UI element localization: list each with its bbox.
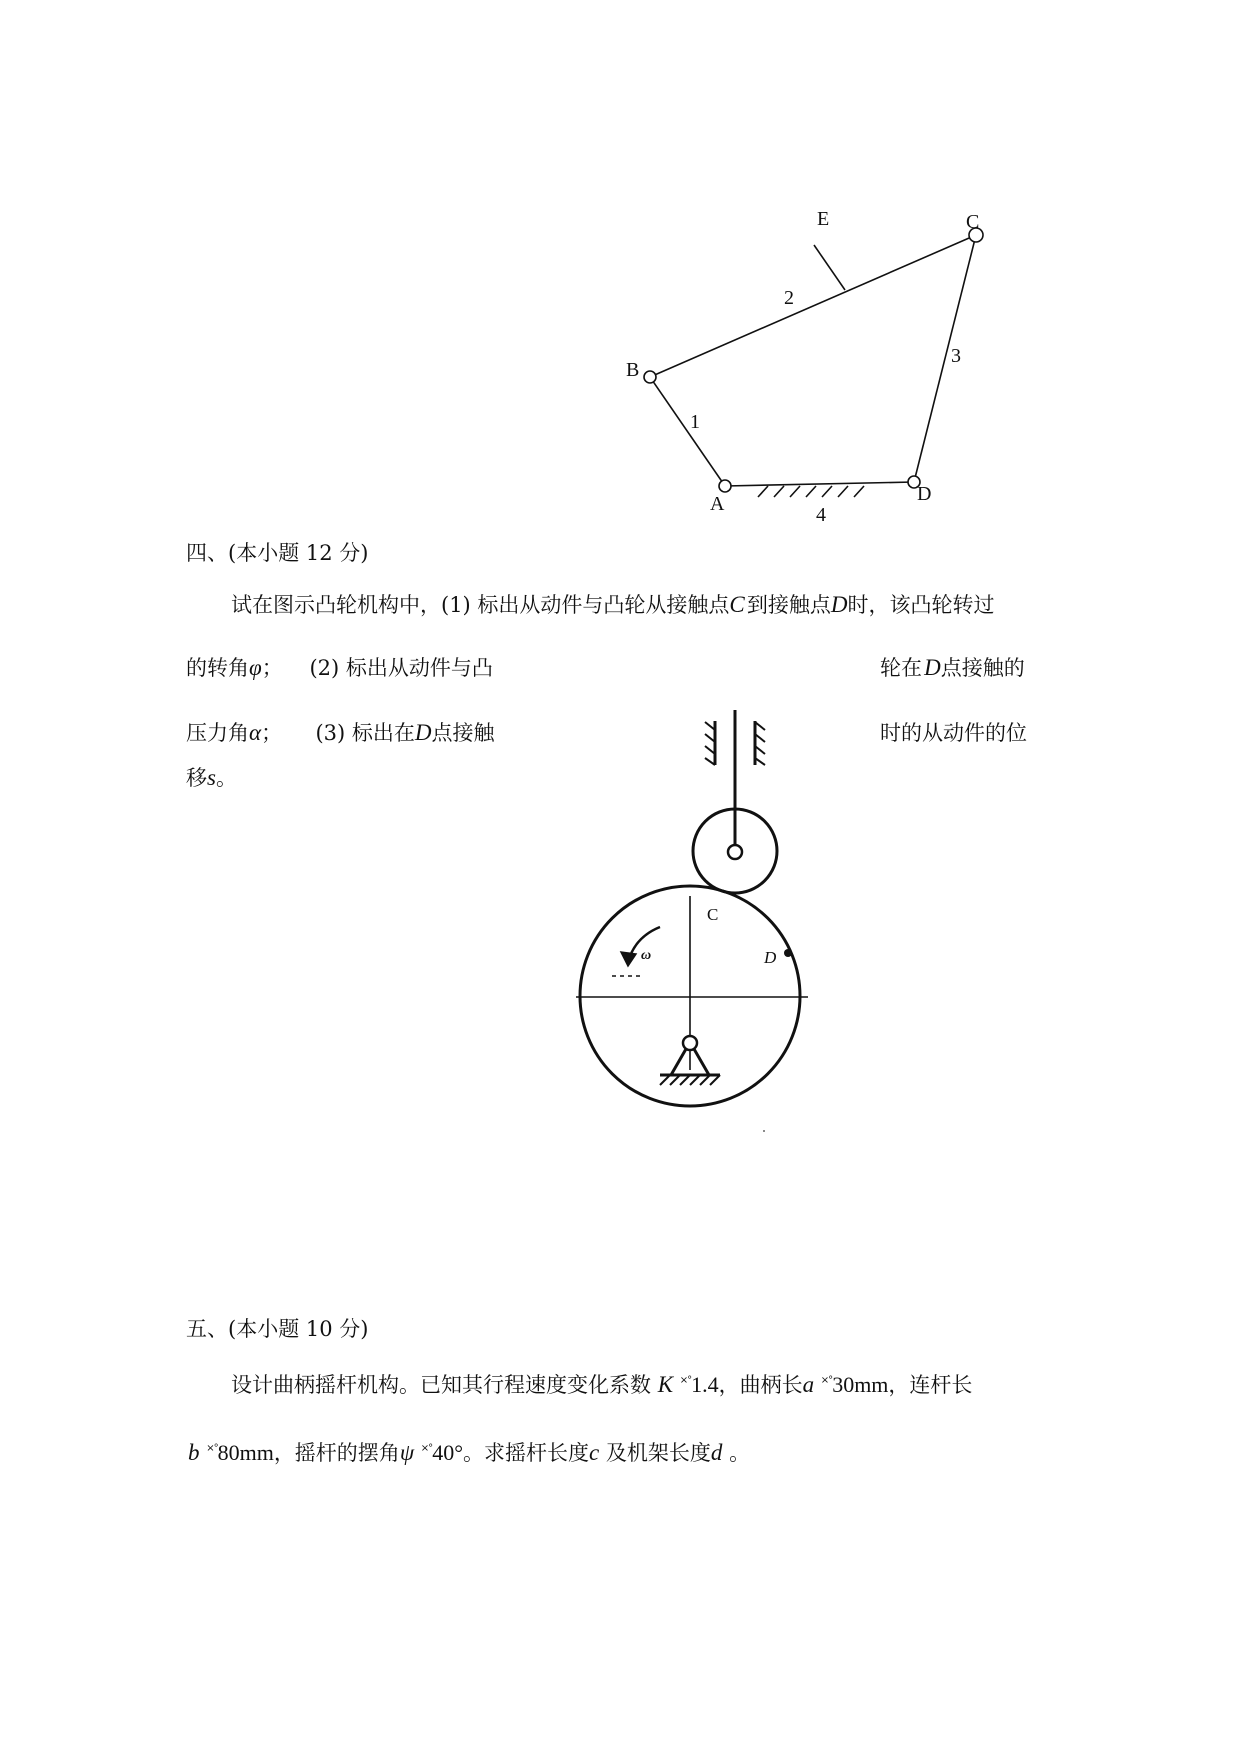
q4-line2-text-e: 点接触的: [940, 656, 1025, 680]
cam-pivot-pin: [683, 1036, 697, 1050]
q4-line2-text-a: 的转角: [186, 656, 249, 680]
link-ab: [650, 377, 725, 486]
q5-line-1: [231, 1369, 972, 1397]
follower-guide-right: [755, 721, 765, 765]
q4-line3-text-e: 时的从动件的位: [880, 721, 1027, 745]
q5-heading: 五、(本小题 10 分): [186, 1317, 369, 1341]
q5-line1-text-a: 设计曲柄摇杆机构。已知其行程速度变化系数: [231, 1373, 651, 1397]
q4-line-2-right: [880, 656, 1025, 680]
var-alpha: α: [249, 720, 262, 745]
label-d: D: [917, 483, 932, 505]
q5-line2-text-d: 。: [729, 1441, 751, 1465]
q4-line4-text-b: 。: [215, 766, 237, 790]
follower-guide-left: [705, 721, 715, 765]
roller-pin: [728, 845, 742, 859]
ground-hatching: [758, 486, 864, 497]
var-d-3: D: [414, 720, 432, 745]
four-bar-linkage-figure: [0, 0, 1241, 540]
joint-a: [719, 480, 731, 492]
q4-line-2-left: [186, 656, 493, 680]
label-link-4: 4: [816, 504, 826, 526]
q4-line2-text-b: ；: [261, 656, 283, 680]
q4-line-1: [231, 593, 994, 617]
label-b: B: [626, 359, 640, 381]
link-ground: [725, 482, 914, 486]
var-d-lower: d: [710, 1440, 723, 1465]
point-e-marker: [814, 245, 845, 290]
equals-garbled-2: ×°: [820, 1375, 833, 1386]
var-d-2: D: [924, 655, 941, 680]
var-a: a: [802, 1372, 815, 1397]
b-value: 80mm: [217, 1440, 274, 1465]
q4-line3-text-d: 点接触: [431, 721, 495, 745]
q4-line-3-right: [880, 721, 1027, 745]
q4-line3-text-c: (3) 标出在: [315, 721, 415, 745]
var-phi: φ: [249, 655, 262, 680]
label-e: E: [817, 208, 830, 230]
q5-line2-text-c: 及机架长度: [605, 1441, 711, 1465]
k-value: 1.4: [691, 1372, 719, 1397]
q4-line2-text-d: 轮在: [880, 656, 922, 680]
stray-dot: [763, 1130, 765, 1132]
a-value: 30mm: [832, 1372, 889, 1397]
q5-line2-text-a: ，摇杆的摆角: [273, 1441, 400, 1465]
q5-line1-text-b: ，曲柄长: [718, 1373, 803, 1397]
equals-garbled-4: ×°: [420, 1443, 433, 1454]
q5-line1-text-c: ，连杆长: [888, 1373, 973, 1397]
joint-b: [644, 371, 656, 383]
point-d-dot: [784, 949, 792, 957]
var-c: C: [729, 592, 745, 617]
cam-label-d: D: [764, 948, 777, 967]
var-k: K: [657, 1372, 674, 1397]
q5-line-2: [188, 1437, 750, 1465]
q4-line1-text-a: 试在图示凸轮机构中，(1) 标出从动件与凸轮从接触点: [231, 593, 730, 617]
q4-line1-text-c: 时，该凸轮转过: [847, 593, 995, 617]
cam-mechanism-figure: [560, 700, 840, 1150]
q4-heading: 四、(本小题 12 分): [186, 541, 369, 565]
var-s: s: [207, 765, 216, 790]
equals-garbled-1: ×°: [679, 1375, 692, 1386]
label-c: C: [966, 211, 980, 233]
rotation-arrowhead: [621, 952, 636, 966]
cam-label-c: C: [707, 905, 719, 924]
psi-value: 40°: [432, 1440, 463, 1465]
var-b: b: [188, 1440, 200, 1465]
label-link-1: 1: [690, 411, 700, 433]
link-cd: [914, 235, 976, 482]
cam-label-omega: ω: [641, 948, 652, 963]
q4-line3-text-a: 压力角: [186, 721, 249, 745]
q4-line-4: [186, 766, 237, 790]
q5-line2-text-b: 。求摇杆长度: [463, 1441, 589, 1465]
q4-line3-text-b: ；: [261, 721, 283, 745]
label-link-2: 2: [784, 287, 794, 309]
q4-line2-text-c: (2) 标出从动件与凸: [309, 656, 493, 680]
q4-line1-text-b: 到接触点: [746, 593, 831, 617]
label-a: A: [710, 493, 725, 515]
link-bc: [650, 235, 976, 377]
var-c-lower: c: [589, 1440, 600, 1465]
q4-line-3-left: [186, 721, 495, 745]
var-psi: ψ: [399, 1440, 415, 1465]
label-link-3: 3: [951, 345, 961, 367]
equals-garbled-3: ×°: [206, 1443, 218, 1454]
q4-line4-text-a: 移: [186, 766, 207, 790]
var-d: D: [830, 592, 848, 617]
